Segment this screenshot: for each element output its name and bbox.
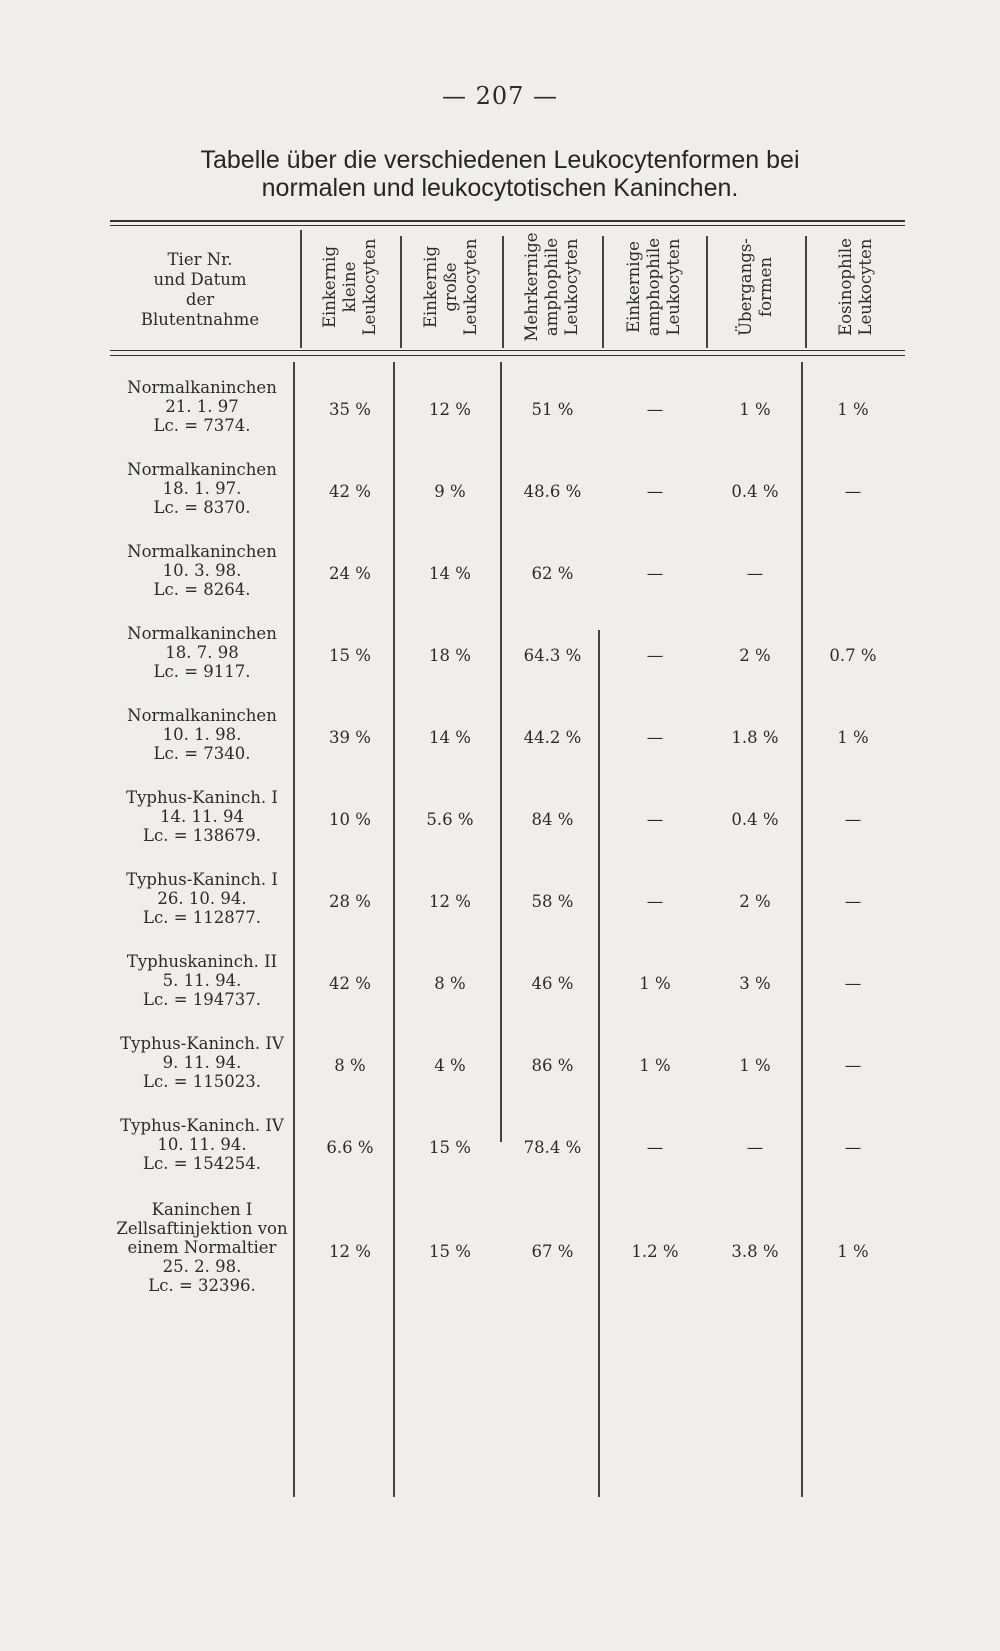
table-cell: 1 % — [837, 1242, 869, 1261]
header-line: Einkernig — [320, 245, 339, 329]
table-cell: — — [844, 1138, 862, 1157]
table-cell: — — [646, 892, 664, 911]
table-cell: 9 % — [434, 482, 466, 501]
table-cell: 42 % — [329, 482, 371, 501]
header-line: Einkernige — [624, 241, 643, 333]
header-line: amphophile — [542, 237, 561, 337]
header-line: Blutentnahme — [140, 310, 260, 329]
table-cell: 28 % — [329, 892, 371, 911]
row-label — [104, 378, 300, 435]
table-cell: — — [646, 482, 664, 501]
table-cell: 39 % — [329, 728, 371, 747]
label-line: Lc. = 9117. — [153, 662, 251, 681]
table-cell: — — [646, 728, 664, 747]
header-einkernige-amphophile — [604, 227, 704, 347]
label-line: 21. 1. 97 — [165, 397, 239, 416]
table-row — [0, 1034, 1000, 1118]
table-cell: 1 % — [837, 728, 869, 747]
label-line: Lc. = 7340. — [153, 744, 251, 763]
table-cell: 12 % — [429, 892, 471, 911]
header-uebergangsformen — [706, 227, 806, 347]
label-line: Normalkaninchen — [127, 706, 277, 725]
top-rule-thin — [110, 225, 905, 226]
table-row — [0, 460, 1000, 544]
row-label — [104, 952, 300, 1009]
label-line: 14. 11. 94 — [160, 807, 244, 826]
header-line: Eosinophile — [836, 238, 855, 336]
header-line: Leukocyten — [360, 238, 379, 336]
table-cell: 1 % — [739, 1056, 771, 1075]
row-label — [104, 1200, 300, 1295]
table-cell: 12 % — [429, 400, 471, 419]
label-line: Normalkaninchen — [127, 624, 277, 643]
label-line: Typhus-Kaninch. IV — [120, 1116, 284, 1135]
table-cell: 3.8 % — [731, 1242, 779, 1261]
label-line: 18. 1. 97. — [162, 479, 242, 498]
label-line: Lc. = 32396. — [148, 1276, 256, 1295]
table-cell: 86 % — [531, 1056, 574, 1075]
header-line: Leukocyten — [664, 238, 683, 336]
row-label — [104, 624, 300, 681]
table-cell: 6.6 % — [326, 1138, 374, 1157]
table-cell: 35 % — [329, 400, 371, 419]
header-einkernig-grosse — [401, 227, 501, 347]
header-animal-date — [110, 250, 290, 330]
header-rule — [110, 350, 905, 351]
header-line: kleine — [340, 261, 359, 313]
header-eosinophile — [806, 227, 906, 347]
label-line: 10. 1. 98. — [162, 725, 242, 744]
title-line-1: Tabelle über die verschiedenen Leukocytenformen bei — [200, 146, 800, 174]
table-cell: — — [646, 1138, 664, 1157]
table-cell: 14 % — [429, 728, 471, 747]
label-line: Typhus-Kaninch. I — [126, 788, 278, 807]
row-label — [104, 542, 300, 599]
header-mehrkernige-amphophile — [502, 227, 602, 347]
header-line: formen — [756, 257, 775, 317]
table-cell: 1.2 % — [631, 1242, 679, 1261]
label-line: einem Normaltier — [127, 1238, 277, 1257]
label-line: Zellsaftinjektion von — [116, 1219, 288, 1238]
table-cell: — — [646, 646, 664, 665]
label-line: Normalkaninchen — [127, 542, 277, 561]
table-cell: 3 % — [739, 974, 771, 993]
table-cell: 10 % — [329, 810, 371, 829]
header-line: der — [185, 290, 215, 309]
header-line: Übergangs- — [736, 238, 755, 336]
table-row — [0, 542, 1000, 626]
table-cell: — — [844, 1056, 862, 1075]
label-line: Lc. = 7374. — [153, 416, 251, 435]
table-cell: 15 % — [329, 646, 371, 665]
table-cell: 44.2 % — [523, 728, 582, 747]
header-line: Tier Nr. — [167, 250, 233, 269]
label-line: 18. 7. 98 — [165, 643, 239, 662]
page-number: — 207 — — [441, 82, 559, 110]
label-line: Lc. = 154254. — [143, 1154, 261, 1173]
table-row — [0, 1200, 1000, 1310]
table-cell: 67 % — [531, 1242, 574, 1261]
table-row — [0, 952, 1000, 1036]
label-line: 10. 3. 98. — [162, 561, 242, 580]
header-line: amphophile — [644, 237, 663, 337]
label-line: Typhuskaninch. II — [126, 952, 278, 971]
table-cell: 2 % — [739, 892, 771, 911]
label-line: Normalkaninchen — [127, 378, 277, 397]
table-cell: 8 % — [434, 974, 466, 993]
label-line: 10. 11. 94. — [157, 1135, 247, 1154]
table-cell: 8 % — [334, 1056, 366, 1075]
row-label — [104, 1034, 300, 1091]
table-cell: 1 % — [639, 974, 671, 993]
label-line: Lc. = 8370. — [153, 498, 251, 517]
label-line: Normalkaninchen — [127, 460, 277, 479]
table-cell: — — [844, 892, 862, 911]
label-line: 25. 2. 98. — [162, 1257, 242, 1276]
label-line: Typhus-Kaninch. I — [126, 870, 278, 889]
table-cell: 12 % — [329, 1242, 371, 1261]
header-line: Leukocyten — [562, 238, 581, 336]
table-cell: 1 % — [639, 1056, 671, 1075]
header-einkernig-kleine — [300, 227, 400, 347]
title-line-2: normalen und leukocytotischen Kaninchen. — [261, 174, 739, 202]
table-cell: — — [746, 1138, 764, 1157]
table-cell: 2 % — [739, 646, 771, 665]
table-cell: 58 % — [531, 892, 574, 911]
label-line: Lc. = 115023. — [143, 1072, 261, 1091]
table-row — [0, 624, 1000, 708]
header-rule-2 — [110, 355, 905, 356]
table-cell: 24 % — [329, 564, 371, 583]
table-cell: 0.7 % — [829, 646, 877, 665]
table-cell: 78.4 % — [523, 1138, 582, 1157]
table-cell: — — [646, 564, 664, 583]
top-rule — [110, 220, 905, 222]
label-line: 9. 11. 94. — [162, 1053, 242, 1072]
header-line: Leukocyten — [461, 238, 480, 336]
row-label — [104, 460, 300, 517]
label-line: Lc. = 194737. — [143, 990, 261, 1009]
table-cell: 14 % — [429, 564, 471, 583]
row-label — [104, 788, 300, 845]
table-row — [0, 870, 1000, 954]
table-cell: 5.6 % — [426, 810, 474, 829]
table-row — [0, 706, 1000, 790]
table-cell: 4 % — [434, 1056, 466, 1075]
table-cell: — — [746, 564, 764, 583]
header-line: Mehrkernige — [522, 232, 541, 342]
header-line: große — [441, 262, 460, 312]
table-cell: 46 % — [531, 974, 574, 993]
table-cell: 48.6 % — [523, 482, 582, 501]
label-line: Typhus-Kaninch. IV — [120, 1034, 284, 1053]
table-cell: 42 % — [329, 974, 371, 993]
header-line: Leukocyten — [856, 238, 875, 336]
table-cell: — — [646, 810, 664, 829]
table-cell: — — [844, 974, 862, 993]
row-label — [104, 706, 300, 763]
label-line: Lc. = 8264. — [153, 580, 251, 599]
row-label — [104, 870, 300, 927]
table-cell: 1 % — [739, 400, 771, 419]
table-cell: 15 % — [429, 1242, 471, 1261]
table-cell: 18 % — [429, 646, 471, 665]
table-row — [0, 788, 1000, 872]
label-line: Lc. = 112877. — [143, 908, 261, 927]
table-cell: 64.3 % — [523, 646, 582, 665]
table-row — [0, 378, 1000, 462]
table-cell: 51 % — [531, 400, 574, 419]
header-line: Einkernig — [421, 245, 440, 329]
table-cell: 84 % — [531, 810, 574, 829]
table-cell: 1.8 % — [731, 728, 779, 747]
table-cell: 15 % — [429, 1138, 471, 1157]
label-line: 5. 11. 94. — [162, 971, 242, 990]
label-line: 26. 10. 94. — [157, 889, 247, 908]
row-label — [104, 1116, 300, 1173]
table-cell: 1 % — [837, 400, 869, 419]
table-cell: — — [646, 400, 664, 419]
table-cell: — — [844, 482, 862, 501]
table-row — [0, 1116, 1000, 1200]
label-line: Lc. = 138679. — [143, 826, 261, 845]
table-cell: 0.4 % — [731, 482, 779, 501]
header-line: und Datum — [153, 270, 247, 289]
table-cell: 0.4 % — [731, 810, 779, 829]
table-cell: — — [844, 810, 862, 829]
label-line: Kaninchen I — [151, 1200, 253, 1219]
table-cell: 62 % — [531, 564, 574, 583]
table-title — [100, 146, 900, 202]
